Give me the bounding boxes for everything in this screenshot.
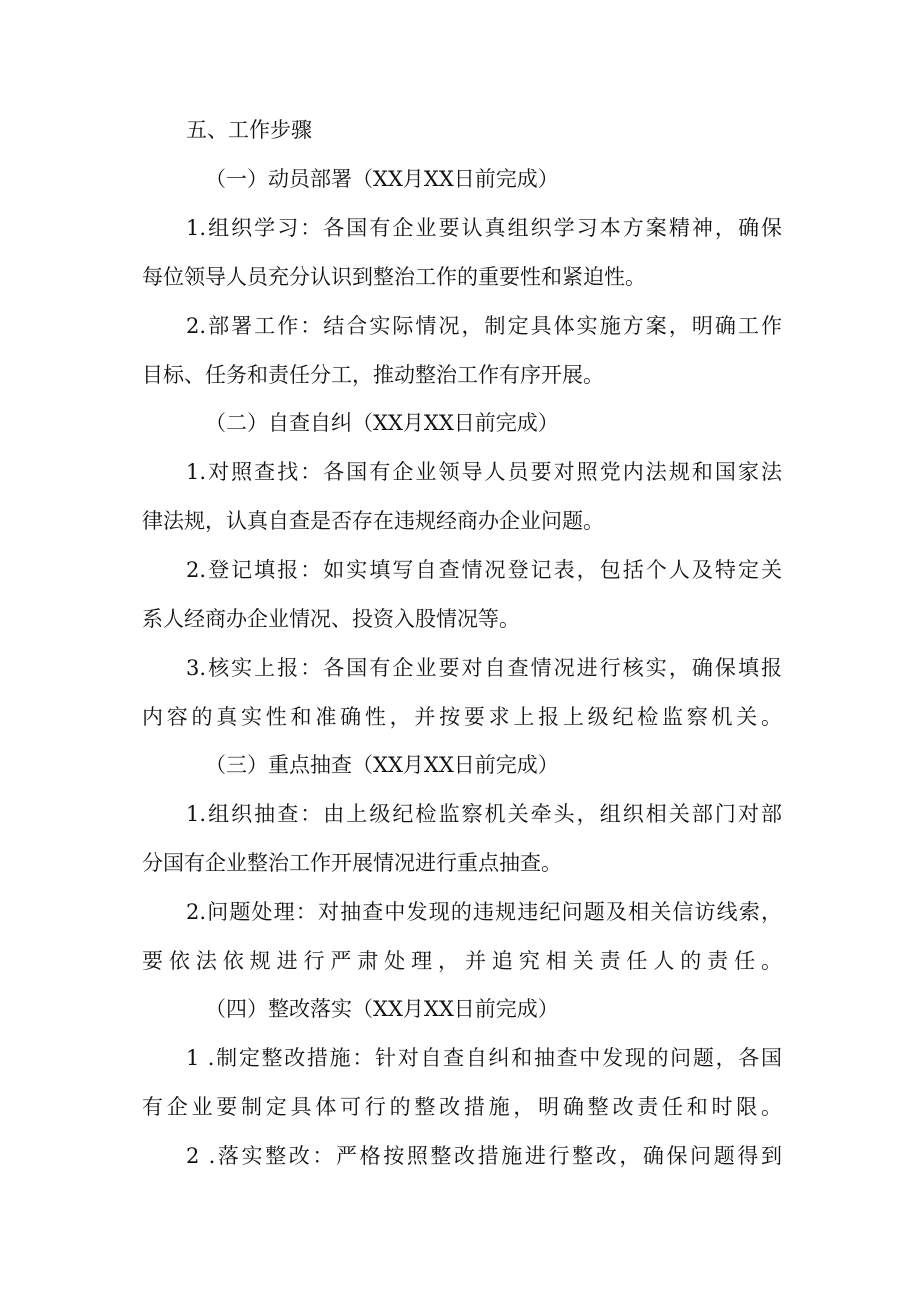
- paragraph-line: 1.组织抽查：由上级纪检监察机关牵头，组织相关部门对部: [186, 802, 782, 826]
- paragraph-line: 目标、任务和责任分工，推动整治工作有序开展。: [142, 363, 604, 387]
- subsection-title: （二）自查自纠（XX月XX日前完成）: [205, 411, 559, 435]
- subsection-title: （四）整改落实（XX月XX日前完成）: [205, 997, 559, 1021]
- subsection-title: （三）重点抽查（XX月XX日前完成）: [205, 753, 559, 777]
- subsection-title: （一）动员部署（XX月XX日前完成）: [205, 167, 559, 191]
- paragraph-line: 要依法依规进行严肃处理，并追究相关责任人的责任。: [142, 949, 782, 973]
- paragraph-line: 2.部署工作：结合实际情况，制定具体实施方案，明确工作: [186, 314, 782, 338]
- section-heading: 五、工作步骤: [186, 118, 312, 142]
- paragraph-line: 系人经商办企业情况、投资入股情况等。: [142, 607, 520, 631]
- paragraph-line: 有企业要制定具体可行的整改措施，明确整改责任和时限。: [142, 1095, 782, 1119]
- paragraph-line: 分国有企业整治工作开展情况进行重点抽查。: [142, 851, 562, 875]
- paragraph-line: 律法规，认真自查是否存在违规经商办企业问题。: [142, 509, 604, 533]
- paragraph-line: 3.核实上报：各国有企业要对自查情况进行核实，确保填报: [186, 656, 782, 680]
- paragraph-line: 2.问题处理：对抽查中发现的违规违纪问题及相关信访线索，: [186, 900, 782, 924]
- paragraph-line: 每位领导人员充分认识到整治工作的重要性和紧迫性。: [142, 265, 646, 289]
- paragraph-line: 1.组织学习：各国有企业要认真组织学习本方案精神，确保: [186, 216, 782, 240]
- paragraph-line: 2 .落实整改：严格按照整改措施进行整改，确保问题得到: [186, 1144, 782, 1168]
- paragraph-line: 内容的真实性和准确性，并按要求上报上级纪检监察机关。: [142, 705, 782, 729]
- paragraph-line: 1 .制定整改措施：针对自查自纠和抽查中发现的问题，各国: [186, 1046, 782, 1070]
- paragraph-line: 1.对照查找：各国有企业领导人员要对照党内法规和国家法: [186, 460, 782, 484]
- paragraph-line: 2.登记填报：如实填写自查情况登记表，包括个人及特定关: [186, 558, 782, 582]
